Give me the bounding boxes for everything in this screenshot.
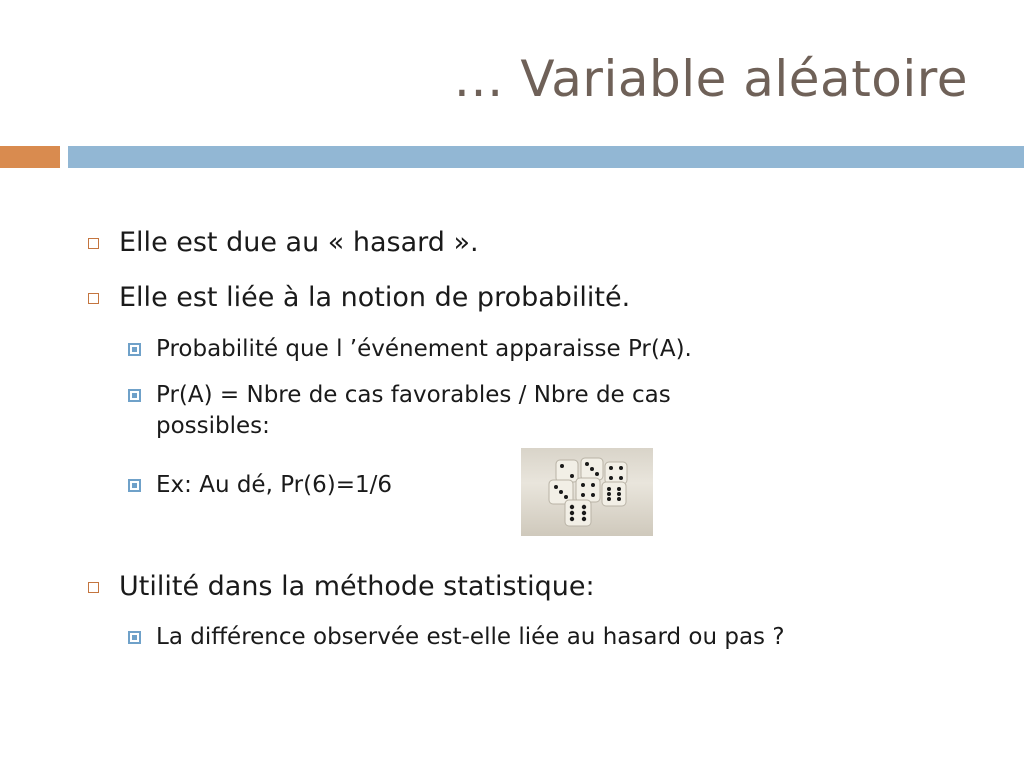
bullet-filled-square-icon [128,479,141,492]
bullet-text: Elle est due au « hasard ». [119,227,479,258]
dice-icon [521,448,653,536]
accent-bar-orange [0,146,60,168]
bullet-text: Probabilité que l ’événement apparaisse Pr(A). [156,336,692,362]
bullet-square-icon [88,293,99,304]
bullet-square-icon [88,238,99,249]
accent-bar-blue [68,146,1024,168]
bullet-text [156,380,856,442]
dice-image [521,448,653,536]
bullet-filled-square-icon [128,631,141,644]
slide-title: … Variable aléatoire [453,50,968,108]
bullet-text: Elle est liée à la notion de probabilité. [119,282,631,313]
bullet-text: La différence observée est-elle liée au hasard ou pas ? [156,624,785,650]
bullet-text: Utilité dans la méthode statistique: [119,571,595,602]
bullet-text-line1: Pr(A) = Nbre de cas favorables / Nbre de cas [156,382,671,408]
bullet-square-icon [88,582,99,593]
bullet-text: Ex: Au dé, Pr(6)=1/6 [156,472,392,498]
bullet-text-line2: possibles: [156,413,270,439]
bullet-filled-square-icon [128,343,141,356]
bullet-filled-square-icon [128,389,141,402]
